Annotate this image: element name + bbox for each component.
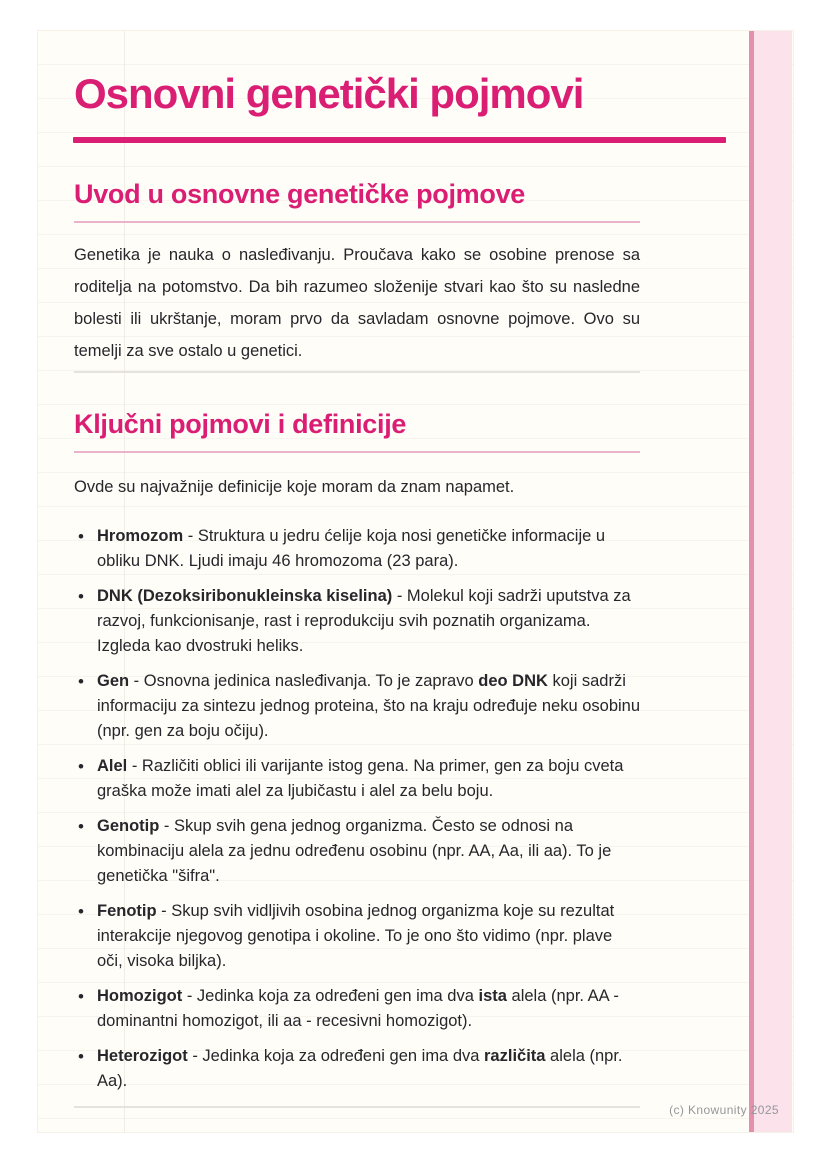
definition-item: • Heterozigot - Jedinka koja za određeni gen ima dva različita alela (npr. Aa). [74,1044,640,1094]
document-page [37,30,794,1133]
end-divider [74,1106,640,1108]
title-rule [73,137,726,143]
definition-item: • Homozigot - Jedinka koja za određeni gen ima dva ista alela (npr. AA - dominantni homozigot, ili aa - recesivni homozigot). [74,984,640,1034]
definition-item: • Alel - Različiti oblici ili varijante istog gena. Na primer, gen za boju cveta graška može imati alel za ljubičastu i alel za belu boju. [74,754,640,804]
definition-item: • Fenotip - Skup svih vidljivih osobina jednog organizma koje su rezultat interakcije njegovog genotipa i okoline. To je ono što vidimo (npr. plave oči, visoka biljka). [74,899,640,974]
copyright-note: (c) Knowunity 2025 [669,1103,779,1117]
page-title: Osnovni genetički pojmovi [74,70,584,117]
definition-item: • Hromozom - Struktura u jedru ćelije koja nosi genetičke informacije u obliku DNK. Ljudi imaju 46 hromozoma (23 para). [74,524,640,574]
document-content [38,71,793,1108]
definition-item: • DNK (Dezoksiribonukleinska kiselina) - Molekul koji sadrži uputstva za razvoj, funkcionisanje, rast i reprodukciju svih poznatih organizama. Izgleda kao dvostruki heliks. [74,584,640,659]
definition-item: • Gen - Osnovna jedinica nasleđivanja. To je zapravo deo DNK koji sadrži informaciju za sintezu jednog proteina, što na kraju određuje neku osobinu (npr. gen za boju očiju). [74,669,640,744]
definitions-intro: Ovde su najvažnije definicije koje moram da znam napamet. [74,478,515,496]
section-heading-definitions: Ključni pojmovi i definicije [74,409,407,439]
heading-underline [74,221,640,223]
heading-underline [74,451,640,453]
section-divider [74,371,640,373]
definition-item: • Genotip - Skup svih gena jednog organizma. Često se odnosi na kombinaciju alela za jednu određenu osobinu (npr. AA, Aa, ili aa). To je genetička "šifra". [74,814,640,889]
definitions-list [74,524,640,1094]
intro-paragraph: Genetika je nauka o nasleđivanju. Proučava kako se osobine prenose sa roditelja na potomstvo. Da bih razumeo složenije stvari kao što su nasledne bolesti ili ukrštanje, moram prvo da savladam osnovne pojmove. Ovo su temelji za sve ostalo u genetici. [74,246,640,360]
section-heading-intro: Uvod u osnovne genetičke pojmove [74,179,525,209]
